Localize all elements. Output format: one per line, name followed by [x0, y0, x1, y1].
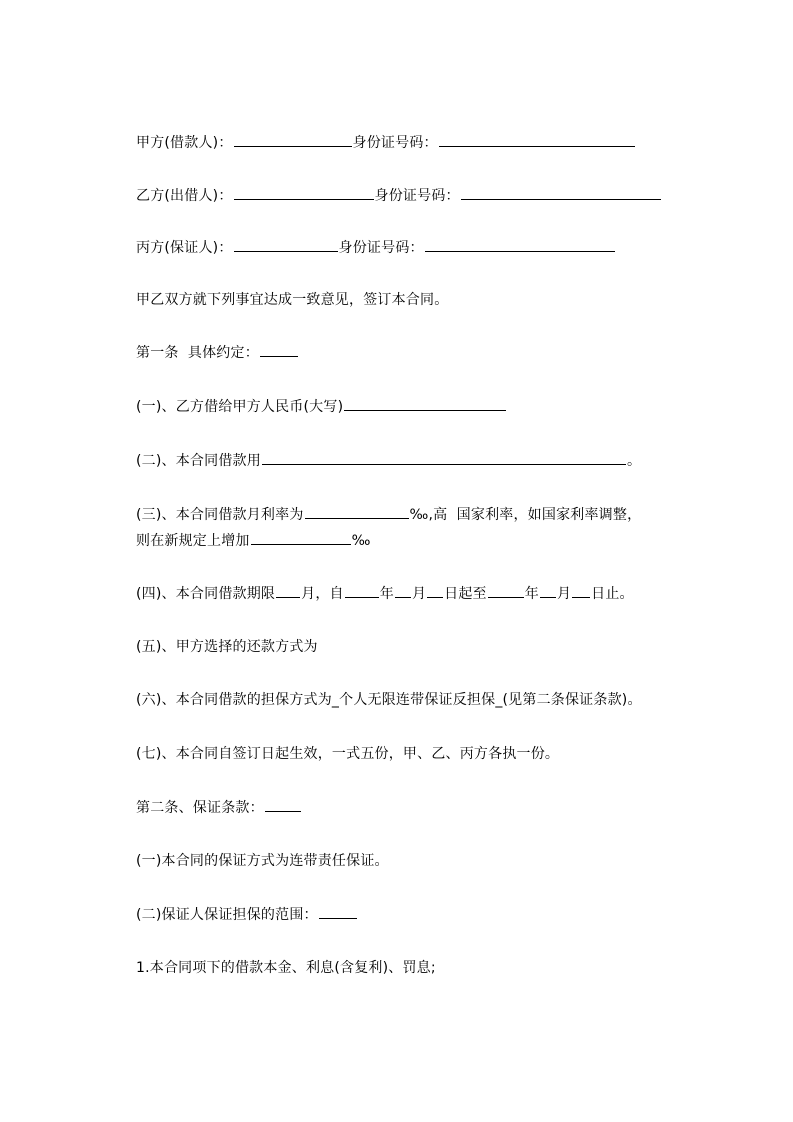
- party-b-label: 乙方(出借人)：: [136, 188, 233, 204]
- end-year-label: 年: [524, 586, 539, 602]
- end-month-blank: [540, 583, 556, 598]
- article1-item6: (六)、本合同借款的担保方式为_个人无限连带保证反担保_(见第二条保证条款)。: [136, 692, 642, 708]
- article1-item2-line: [136, 450, 641, 471]
- start-year-blank: [345, 583, 379, 598]
- party-c-line: [136, 237, 616, 258]
- article1-item3-line2: [136, 530, 371, 551]
- article1-item3-line2-prefix: 则在新规定上增加: [136, 533, 250, 549]
- article1-item3-prefix: (三)、本合同借款月利率为: [136, 507, 304, 523]
- end-day-label: 日止。: [591, 586, 634, 602]
- article1-item3-line1: [136, 504, 641, 525]
- rate-increase-blank: [251, 530, 351, 545]
- article1-item1: (一)、乙方借给甲方人民币(大写): [136, 399, 344, 415]
- article2-item1: (一)本合同的保证方式为连带责任保证。: [136, 853, 389, 869]
- article2-item2: (二)保证人保证担保的范围：: [136, 907, 318, 923]
- end-year-blank: [488, 583, 524, 598]
- party-b-id-blank: [461, 185, 661, 200]
- start-year-label: 年: [379, 586, 394, 602]
- term-label: (四)、本合同借款期限: [136, 586, 276, 602]
- party-b-line: [136, 185, 662, 206]
- party-a-label: 甲方(借款人)：: [136, 135, 233, 151]
- party-c-label: 丙方(保证人)：: [136, 240, 233, 256]
- end-month-label: 月: [556, 586, 572, 602]
- scope-blank: [319, 904, 357, 919]
- article1-blank: [260, 342, 298, 357]
- article2-item2-line: [136, 904, 358, 925]
- party-b-id-label: 身份证号码：: [374, 188, 460, 204]
- rate-blank: [305, 504, 409, 519]
- term-months-blank: [276, 583, 300, 598]
- amount-blank: [344, 396, 506, 411]
- article2-title-line: [136, 797, 302, 818]
- party-a-id-blank: [439, 132, 635, 147]
- party-a-name-blank: [234, 132, 352, 147]
- party-c-name-blank: [234, 237, 338, 252]
- party-b-name-blank: [234, 185, 374, 200]
- article1-item3-mid: ‰,高 国家利率，如国家利率调整，: [409, 507, 642, 523]
- article1-title-line: [136, 342, 299, 363]
- start-month-label: 月: [411, 586, 427, 602]
- article1-item2-prefix: (二)、本合同借款用: [136, 453, 261, 469]
- intro-text: 甲乙双方就下列事宜达成一致意见，签订本合同。: [136, 292, 449, 308]
- article1-item1-line: [136, 396, 507, 417]
- article1-item5: (五)、甲方选择的还款方式为: [136, 639, 318, 655]
- start-month-blank: [395, 583, 411, 598]
- start-day-label: 日起至: [444, 586, 487, 602]
- article1-item3-line2-suffix: ‰: [351, 533, 371, 549]
- start-day-blank: [427, 583, 443, 598]
- term-from-label: 月，自: [301, 586, 344, 602]
- party-a-id-label: 身份证号码：: [352, 135, 438, 151]
- article1-title: 第一条 具体约定：: [136, 345, 259, 361]
- article2-point1: 1.本合同项下的借款本金、利息(含复利)、罚息;: [136, 960, 436, 976]
- article1-item2-suffix: 。: [626, 453, 642, 469]
- article2-blank: [265, 797, 301, 812]
- end-day-blank: [572, 583, 590, 598]
- party-a-line: [136, 132, 636, 153]
- article1-item7: (七)、本合同自签订日起生效，一式五份，甲、乙、丙方各执一份。: [136, 746, 560, 762]
- article2-title: 第二条、保证条款：: [136, 800, 264, 816]
- party-c-id-label: 身份证号码：: [338, 240, 424, 256]
- purpose-blank: [262, 450, 626, 465]
- party-c-id-blank: [425, 237, 615, 252]
- article1-item4-line: [136, 583, 634, 604]
